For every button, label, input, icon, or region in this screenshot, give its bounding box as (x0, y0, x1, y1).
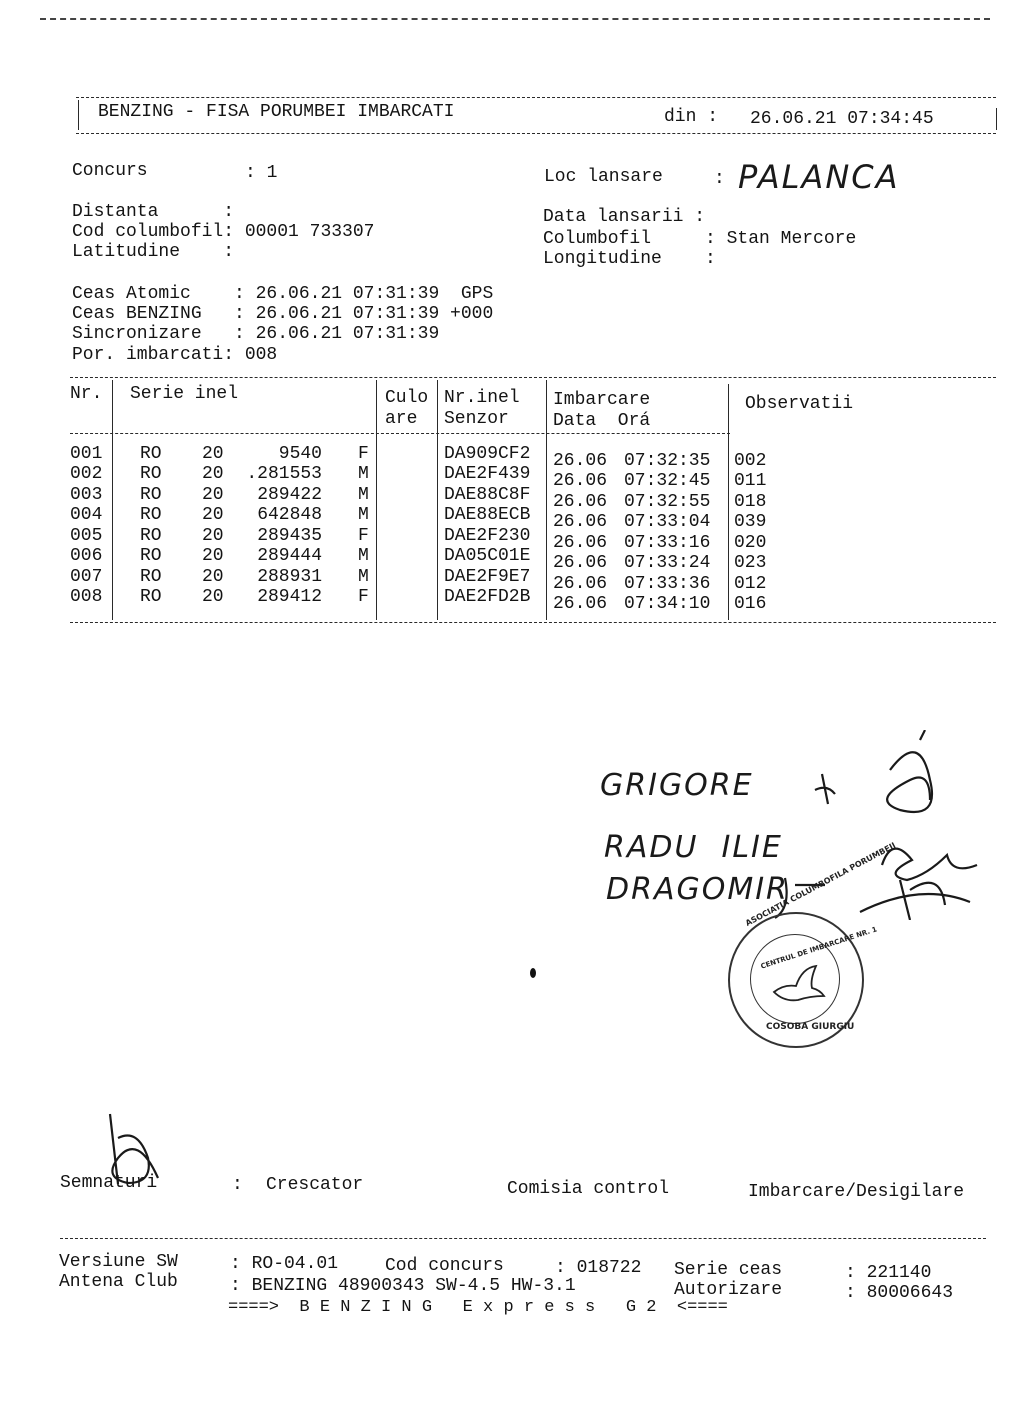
col-divider-culoare (437, 380, 438, 620)
cell-sex: F (358, 587, 369, 607)
cell-sensor: DA909CF2 (444, 444, 531, 464)
autorizare-label: Autorizare (674, 1280, 783, 1300)
header-nr: Nr. (70, 384, 103, 404)
cell-year: 20 (202, 464, 224, 484)
header-bottom-rule (76, 133, 996, 134)
cell-ring-number: 289435 (257, 526, 322, 546)
cell-date: 26.06 (553, 451, 608, 471)
cell-nr: 006 (70, 546, 103, 566)
signatures-label: Semnaturi (60, 1173, 158, 1193)
cell-date: 26.06 (553, 574, 608, 594)
cell-sensor: DAE2F230 (444, 526, 531, 546)
header-serie-inel: Serie inel (130, 384, 239, 404)
cell-sensor: DAE88C8F (444, 485, 531, 505)
handwritten-name-2: RADU ILIE (604, 830, 783, 865)
cell-date: 26.06 (553, 594, 608, 614)
cell-sensor: DAE2F439 (444, 464, 531, 484)
cell-nr: 005 (70, 526, 103, 546)
cell-observatii: 002 (734, 451, 767, 471)
table-bottom-rule (70, 622, 996, 623)
cell-country: RO (140, 464, 162, 484)
cell-sensor: DAE2F9E7 (444, 567, 531, 587)
cell-ring-number: 288931 (257, 567, 322, 587)
cell-observatii: 020 (734, 533, 767, 553)
cell-country: RO (140, 526, 162, 546)
serie-ceas-value: : 221140 (845, 1263, 932, 1283)
association-stamp (728, 840, 898, 1048)
col-divider-imbarcare (728, 384, 729, 620)
concurs-label: Concurs (72, 161, 148, 181)
versiune-sw-value: : RO-04.01 (230, 1254, 339, 1274)
cell-time: 07:33:36 (624, 574, 711, 594)
ceas-atomic-line: Ceas Atomic : 26.06.21 07:31:39 GPS (72, 284, 494, 304)
data-lansarii-line: Data lansarii : (543, 207, 706, 227)
cell-date: 26.06 (553, 533, 608, 553)
cell-country: RO (140, 567, 162, 587)
cod-concurs-value: : 018722 (555, 1258, 642, 1278)
benzing-express-banner: ====> B E N Z I N G E x p r e s s G 2 <==== (228, 1298, 728, 1317)
cell-nr: 007 (70, 567, 103, 587)
cell-sensor: DAE2FD2B (444, 587, 531, 607)
cell-sex: M (358, 546, 369, 566)
cell-year: 20 (202, 505, 224, 525)
cell-date: 26.06 (553, 553, 608, 573)
header-nr-inel: Nr.inel (444, 388, 520, 408)
date-label: din : (664, 107, 719, 127)
cell-year: 20 (202, 587, 224, 607)
cell-nr: 003 (70, 485, 103, 505)
ink-dot (530, 968, 536, 978)
cell-observatii: 018 (734, 492, 767, 512)
header-culoare-1: Culo (385, 388, 429, 408)
signature-imbarcare-desigilare: Imbarcare/Desigilare (748, 1182, 965, 1202)
handwritten-name-1: GRIGORE (600, 768, 754, 803)
cell-ring-number: 289422 (257, 485, 322, 505)
header-culoare-2: are (385, 409, 418, 429)
signatures-colon: : (232, 1175, 243, 1195)
cell-sex: M (358, 485, 369, 505)
latitudine-line: Latitudine : (72, 242, 235, 262)
cell-observatii: 016 (734, 594, 767, 614)
cell-time: 07:34:10 (624, 594, 711, 614)
cell-sex: M (358, 505, 369, 525)
cell-country: RO (140, 587, 162, 607)
cell-nr: 001 (70, 444, 103, 464)
cell-date: 26.06 (553, 512, 608, 532)
columbofil-line: Columbofil : Stan Mercore (543, 229, 857, 249)
cell-sex: F (358, 526, 369, 546)
table-header-rule (70, 433, 730, 434)
cod-columbofil-line: Cod columbofil: 00001 733307 (72, 222, 375, 242)
header-data-ora: Data Orá (553, 411, 651, 431)
cell-sex: F (358, 444, 369, 464)
header-imbarcare: Imbarcare (553, 390, 651, 410)
cell-country: RO (140, 505, 162, 525)
col-divider-nr (112, 380, 113, 620)
col-divider-senzor (546, 380, 547, 620)
versiune-sw-label: Versiune SW (59, 1252, 178, 1272)
sincronizare-line: Sincronizare : 26.06.21 07:31:39 (72, 324, 440, 344)
serie-ceas-label: Serie ceas (674, 1260, 783, 1280)
cell-time: 07:32:35 (624, 451, 711, 471)
cell-country: RO (140, 546, 162, 566)
loc-lansare-label: Loc lansare (544, 167, 663, 187)
table-top-rule (70, 377, 996, 378)
cell-time: 07:33:16 (624, 533, 711, 553)
header-senzor: Senzor (444, 409, 509, 429)
cell-sex: M (358, 567, 369, 587)
stamp-inner-text: CENTRUL DE IMBARCARE NR. 1 (759, 925, 879, 971)
cell-ring-number: 642848 (257, 505, 322, 525)
cell-time: 07:33:24 (624, 553, 711, 573)
cell-observatii: 023 (734, 553, 767, 573)
cell-country: RO (140, 444, 162, 464)
cell-nr: 008 (70, 587, 103, 607)
loc-lansare-handwritten: PALANCA (738, 158, 900, 196)
cell-date: 26.06 (553, 471, 608, 491)
concurs-value: : 1 (245, 163, 278, 183)
cell-nr: 002 (70, 464, 103, 484)
signature-crescator: Crescator (266, 1175, 364, 1195)
cell-nr: 004 (70, 505, 103, 525)
cell-sex: M (358, 464, 369, 484)
cell-sensor: DA05C01E (444, 546, 531, 566)
por-imbarcati-line: Por. imbarcati: 008 (72, 345, 278, 365)
cell-ring-number: 289444 (257, 546, 322, 566)
footer-top-rule (60, 1238, 986, 1239)
header-observatii: Observatii (745, 394, 854, 414)
dove-icon (770, 962, 826, 1006)
cod-concurs-label: Cod concurs (385, 1256, 504, 1276)
cell-year: 20 (202, 526, 224, 546)
cell-ring-number: 289412 (257, 587, 322, 607)
document-title: BENZING - FISA PORUMBEI IMBARCATI (98, 102, 455, 122)
cell-observatii: 012 (734, 574, 767, 594)
stamp-bottom-text: COSOBA GIURGIU (766, 1022, 855, 1032)
cell-year: 20 (202, 567, 224, 587)
signature-comisia-control: Comisia control (507, 1179, 670, 1199)
cell-country: RO (140, 485, 162, 505)
header-right-border (996, 108, 997, 130)
col-divider-serie (376, 380, 377, 620)
cell-time: 07:32:55 (624, 492, 711, 512)
distanta-line: Distanta : (72, 202, 235, 222)
cell-year: 20 (202, 485, 224, 505)
cell-observatii: 039 (734, 512, 767, 532)
longitudine-line: Longitudine : (543, 249, 716, 269)
antena-club-label: Antena Club (59, 1272, 178, 1292)
header-top-rule (76, 97, 996, 98)
cell-year: 20 (202, 444, 224, 464)
scan-edge-marks (40, 18, 990, 26)
cell-ring-number: .281553 (246, 464, 322, 484)
cell-observatii: 011 (734, 471, 767, 491)
cell-ring-number: 9540 (278, 444, 322, 464)
cell-year: 20 (202, 546, 224, 566)
header-left-border (78, 100, 79, 130)
loc-lansare-colon: : (714, 169, 725, 189)
handwritten-name-3: DRAGOMIR (606, 872, 789, 907)
cell-time: 07:32:45 (624, 471, 711, 491)
cell-sensor: DAE88ECB (444, 505, 531, 525)
antena-club-value: : BENZING 48900343 SW-4.5 HW-3.1 (230, 1276, 576, 1296)
stamp-outer-text: ASOCIATIA COLUMBOFILA PORUMBEII (744, 840, 898, 928)
cell-time: 07:33:04 (624, 512, 711, 532)
handwritten-signatures (560, 730, 1000, 920)
autorizare-value: : 80006643 (845, 1283, 954, 1303)
document-date: 26.06.21 07:34:45 (750, 109, 934, 129)
ceas-benzing-line: Ceas BENZING : 26.06.21 07:31:39 +000 (72, 304, 494, 324)
cell-date: 26.06 (553, 492, 608, 512)
